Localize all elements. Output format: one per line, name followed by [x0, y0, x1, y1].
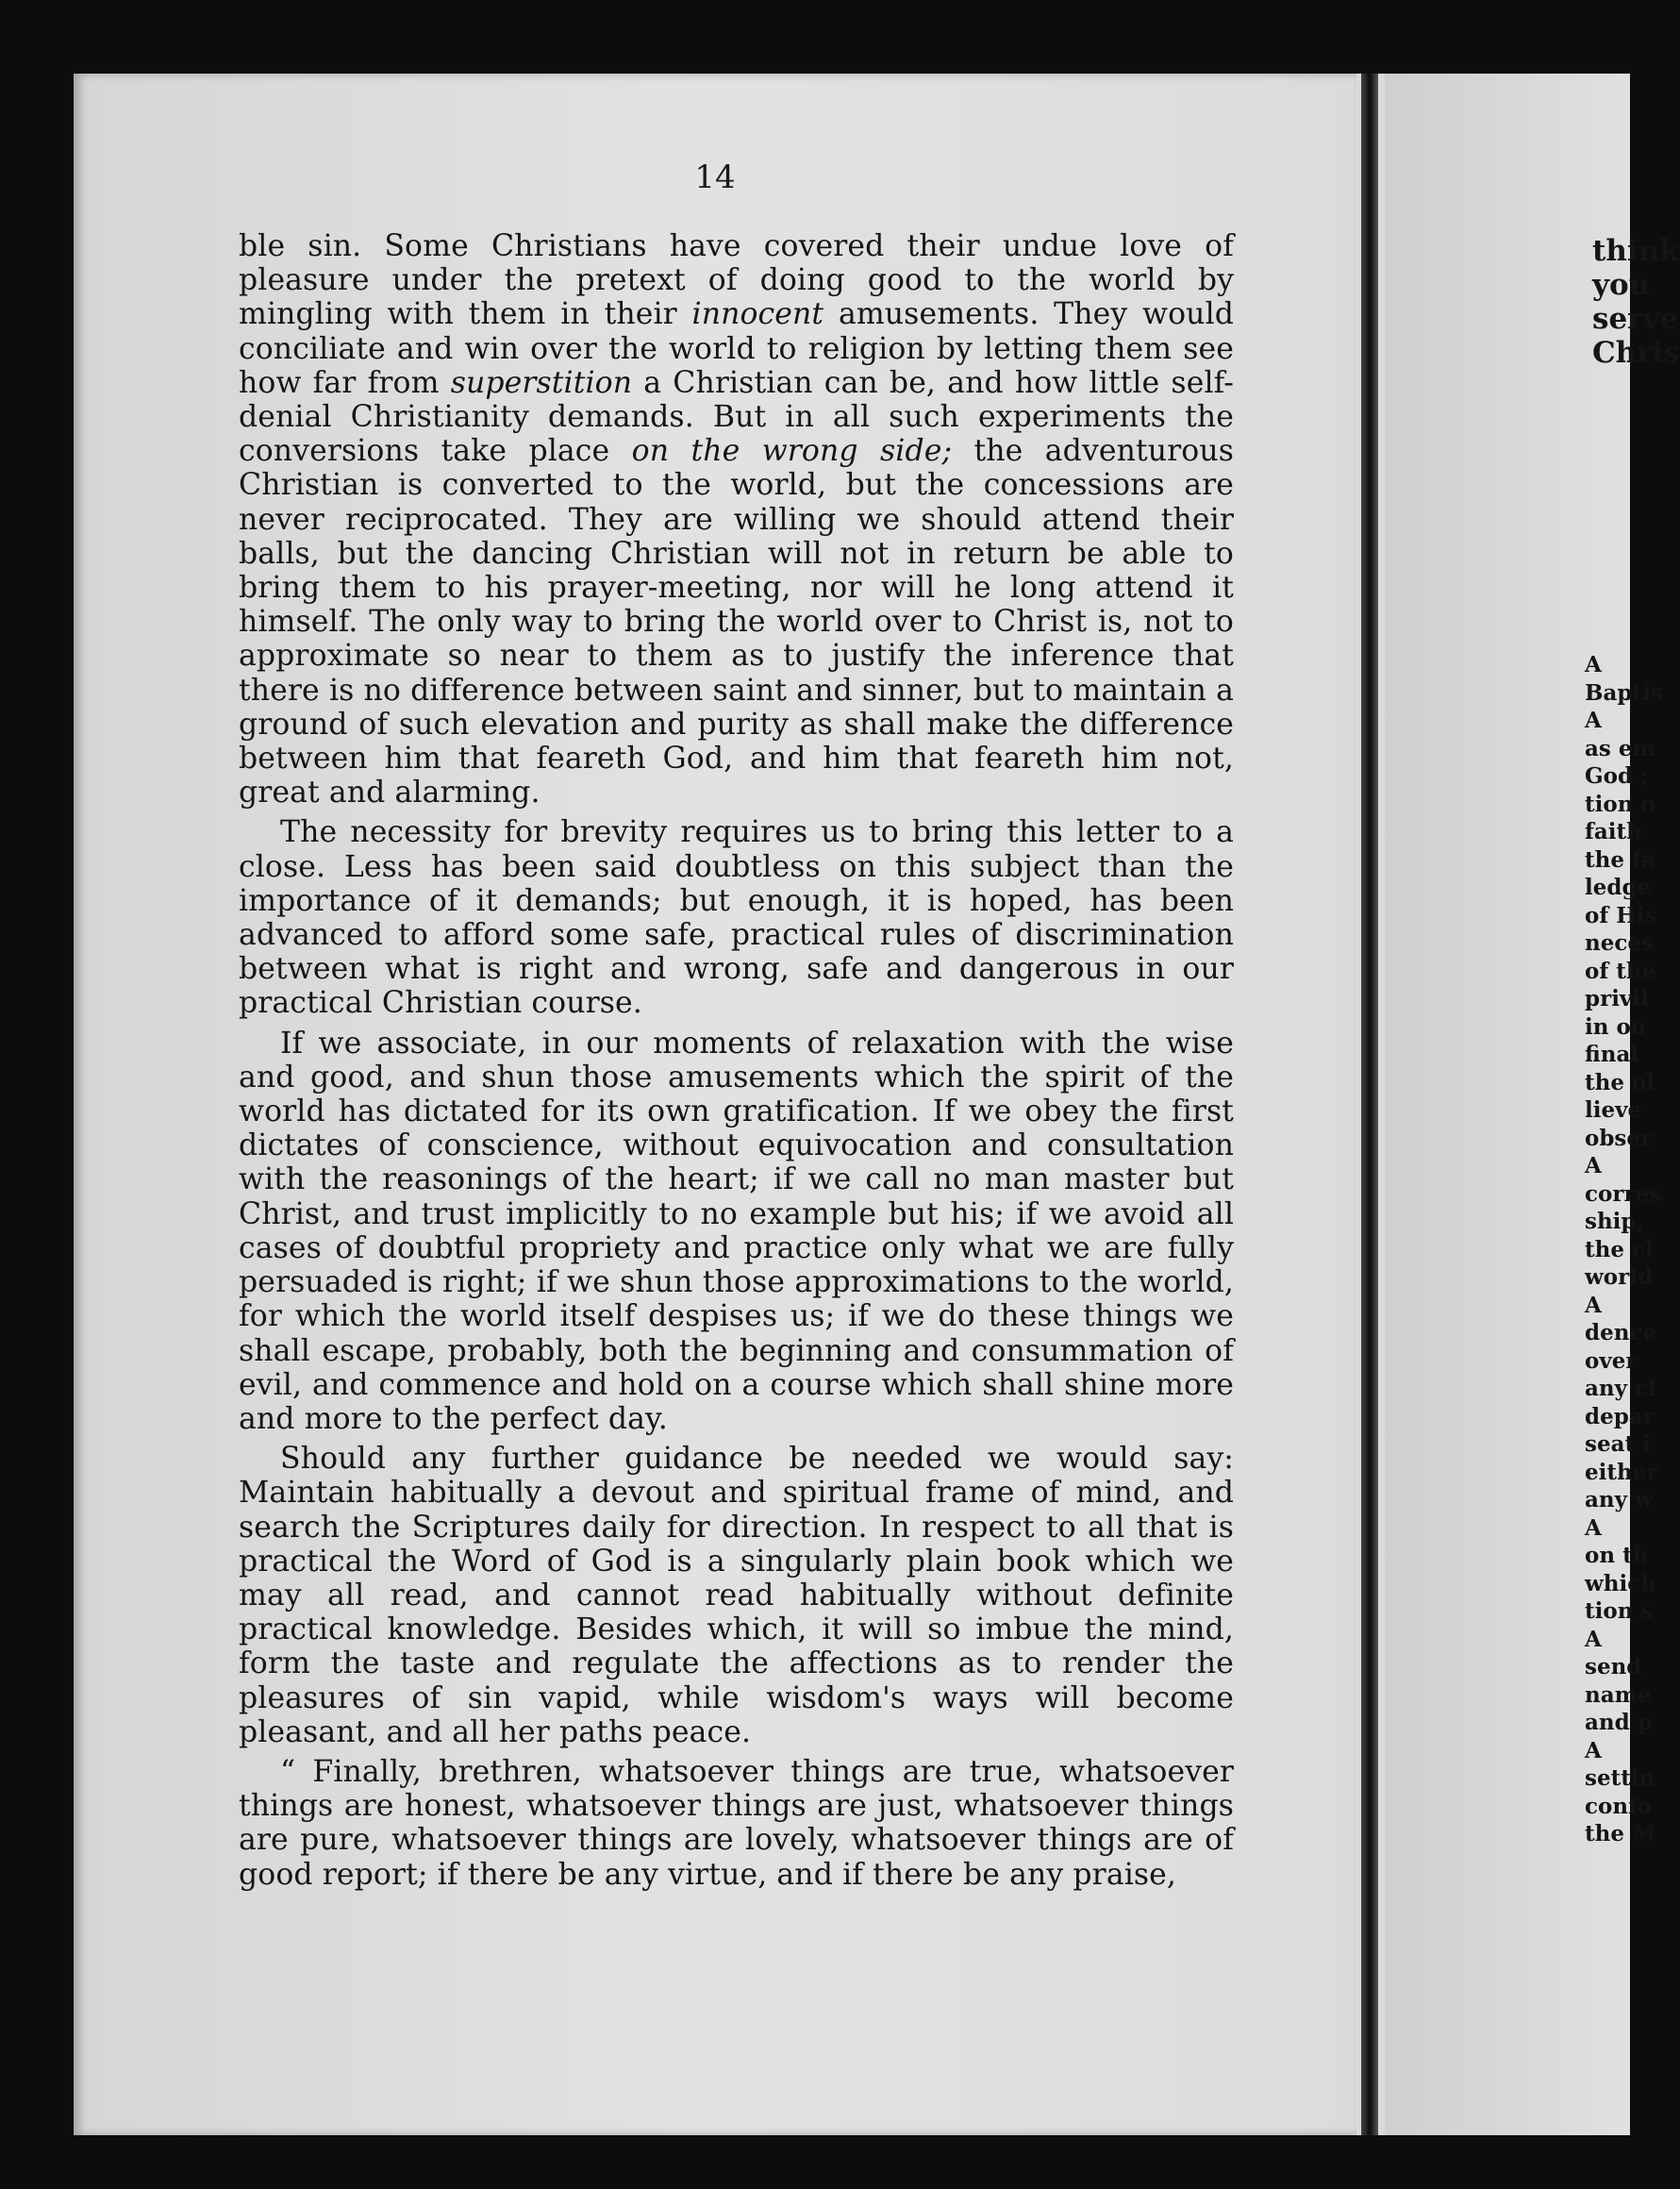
paragraph — [239, 1755, 1234, 1892]
italic-text: innocent — [691, 297, 824, 332]
fragment-line: A — [1585, 652, 1602, 677]
fragment-line: the fa — [1585, 846, 1655, 873]
fragment-line: on th — [1585, 1543, 1649, 1568]
fragment-line: God ; — [1585, 763, 1649, 789]
page-number: 14 — [694, 159, 736, 196]
fragment-line: tion s — [1585, 1598, 1654, 1624]
fragment-line: depar — [1585, 1403, 1655, 1429]
fragment-line: the M — [1585, 1821, 1656, 1846]
fragment-line: lieve — [1585, 1097, 1642, 1123]
fragment-line: serve — [1592, 302, 1679, 336]
fragment-line: name — [1585, 1681, 1652, 1708]
fragment-line: settin — [1585, 1765, 1655, 1791]
fragment-line: any cl — [1585, 1376, 1656, 1401]
fragment-line: A — [1585, 1737, 1602, 1763]
body-text — [239, 229, 1234, 1892]
text-segment: a Christian can be, and how little self-denial Christianity demands. But in all such experiments the conversions take place — [239, 365, 1234, 469]
fragment-line: A — [1585, 1292, 1602, 1318]
fragment-line: the cl — [1585, 1236, 1654, 1262]
paragraph — [239, 229, 1234, 810]
fragment-line: as em — [1585, 735, 1655, 761]
fragment-line: over — [1585, 1347, 1638, 1374]
text-segment: Should any further guidance be needed we would say: Maintain habitually a devout and spiritual frame of mind, and search the Scriptures daily for direction. In respect to all that is practical the Word of God is a singularly plain book which we may all read, and cannot read habitually without definite practical knowledge. Besides which, it will so imbue the mind, form the taste and regulate the affections as to render the pleasures of sin vapid, while wisdom's ways will become pleasant, and all her paths peace. — [239, 1442, 1234, 1749]
fragment-line: in ou — [1585, 1013, 1647, 1040]
paragraph — [239, 1027, 1234, 1436]
fragment-line: which — [1585, 1570, 1656, 1596]
fragment-line: A — [1585, 1153, 1602, 1178]
text-segment: ble sin. Some Christians have covered their undue love of pleasure under the pretext of doing good to the world by mingling with them in their — [239, 229, 1234, 332]
fragment-line: send — [1585, 1654, 1642, 1679]
fragment-line: Chris — [1592, 336, 1680, 370]
text-segment: If we associate, in our moments of relaxation with the wise and good, and shun those amusements which the spirit of the world has dictated for its own gratification. If we obey the first dictates of conscience, without equivocation and consultation with the reasonings of the heart; if we call no man master but Christ, and trust implicitly to no example but his; if we avoid all cases of doubtful propriety and practice only what we are fully persuaded is right; if we shun those approximations to the world, for which the world itself despises us; if we do these things we shall escape, probably, both the beginning and consummation of evil, and commence and hold on a course which shall shine more and more to the perfect day. — [239, 1026, 1234, 1436]
text-segment: “ Finally, brethren, whatsoever things are true, whatsoever things are honest, whatsoever things are just, whatsoever things are pure, whatsoever things are lovely, whatsoever things are of good report; if there be any virtue, and if there be any praise, — [239, 1754, 1234, 1892]
fragment-line: confo — [1585, 1793, 1653, 1819]
fragment-line: neces — [1585, 930, 1654, 956]
paragraph — [239, 1442, 1234, 1749]
fragment-line: the ol — [1585, 1069, 1655, 1095]
fragment-line: faith — [1585, 819, 1642, 844]
fragment-line: any w — [1585, 1487, 1654, 1512]
text-segment: The necessity for brevity requires us to bring this letter to a close. Less has been said doubtless on this subject than the importance of it demands; but enough, it is hoped, has been advanced to afford some safe, practical rules of discrimination between what is right and wrong, safe and dangerous in our practical Christian course. — [239, 815, 1234, 1021]
fragment-line: ledge — [1585, 875, 1652, 900]
fragment-line: ship, — [1585, 1209, 1644, 1234]
right-page-list-fragments — [1585, 651, 1663, 1848]
italic-text: superstition — [450, 365, 633, 400]
text-segment: the adventurous Christian is converted to the world, but the concessions are never reciprocated. They are willing we should attend their balls, but the dancing Christian will not in return be able to bring them to his prayer-meeting, nor will he long attend it himself. The only way to bring the world over to Christ is, not to approximate so near to them as to justify the inference that there is no difference between saint and sinner, but to maintain a ground of such elevation and purity as shall make the difference between him that feareth God, and him that feareth him not, great and alarming. — [239, 434, 1234, 810]
fragment-line: dence — [1585, 1320, 1657, 1345]
fragment-line: you — [1592, 268, 1651, 302]
fragment-line: corres — [1585, 1180, 1662, 1207]
fragment-line: of His — [1585, 902, 1657, 928]
right-page-fragment — [1385, 74, 1680, 2135]
fragment-line: seat i — [1585, 1431, 1651, 1457]
fragment-line: A — [1585, 1626, 1602, 1652]
fragment-line: world — [1585, 1264, 1654, 1290]
fragment-line: privil — [1585, 986, 1649, 1011]
fragment-line: think — [1592, 234, 1680, 268]
right-page-top-fragments — [1592, 234, 1680, 370]
fragment-line: A — [1585, 708, 1602, 733]
fragment-line: Baptis — [1585, 679, 1663, 706]
fragment-line: of the — [1585, 958, 1656, 984]
fragment-line: A — [1585, 1514, 1602, 1541]
fragment-line: either — [1585, 1459, 1658, 1485]
book-gutter — [1361, 74, 1378, 2135]
scanned-spread — [74, 74, 1680, 2135]
fragment-line: obser — [1585, 1125, 1653, 1151]
fragment-line: and p — [1585, 1710, 1653, 1735]
fragment-line: tion o — [1585, 791, 1655, 817]
italic-text: on the wrong side; — [631, 434, 953, 469]
left-page — [74, 74, 1356, 2135]
text-segment: amusements. They would conciliate and win over the world to religion by letting them see how far from — [239, 297, 1235, 400]
fragment-line: final — [1585, 1042, 1639, 1067]
paragraph — [239, 815, 1234, 1020]
